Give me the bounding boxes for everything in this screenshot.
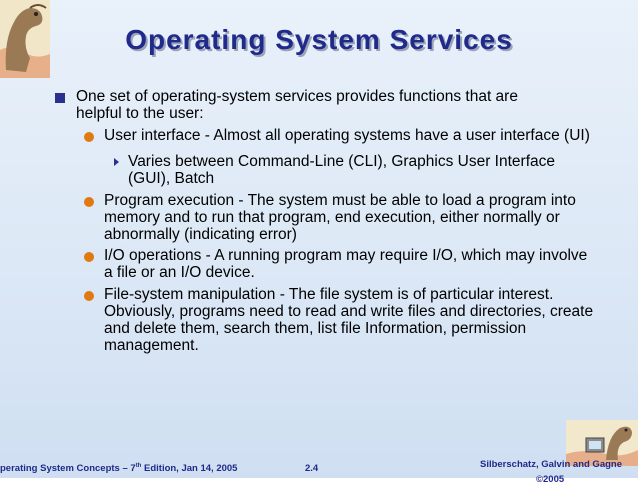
intro-text: One set of operating-system services provides functions that are helpful to the user:	[76, 88, 518, 122]
bullet-file-system: File-system manipulation - The file system is of particular interest. Obviously, programs need to read and write files and directories, create and delete them, search them, list file Information, permission management.	[104, 286, 594, 354]
sub-bullet-interface-types: Varies between Command-Line (CLI), Graphics User Interface (GUI), Batch	[128, 153, 555, 187]
footer-copyright: ©2005	[536, 474, 565, 485]
dot-bullet-icon	[84, 132, 94, 142]
footer-course-title: perating System Concepts – 7th Edition, Jan 14, 2005	[0, 462, 238, 474]
footer-authors: Silberschatz, Galvin and Gagne	[479, 459, 622, 470]
dot-bullet-icon	[84, 291, 94, 301]
dot-bullet-icon	[84, 197, 94, 207]
square-bullet-icon	[55, 93, 65, 103]
footer-page-number: 2.4	[305, 463, 319, 474]
bullet-io-operations: I/O operations - A running program may require I/O, which may involve a file or an I/O device.	[104, 247, 588, 281]
bullet-user-interface: User interface - Almost all operating systems have a user interface (UI)	[104, 127, 590, 144]
dot-bullet-icon	[84, 252, 94, 262]
slide-title: Operating System Services	[125, 24, 513, 55]
bullet-program-execution: Program execution - The system must be able to load a program into memory and to run that program, end execution, either normally or abnormally (indicating error)	[104, 192, 576, 243]
triangle-bullet-icon	[114, 158, 119, 166]
